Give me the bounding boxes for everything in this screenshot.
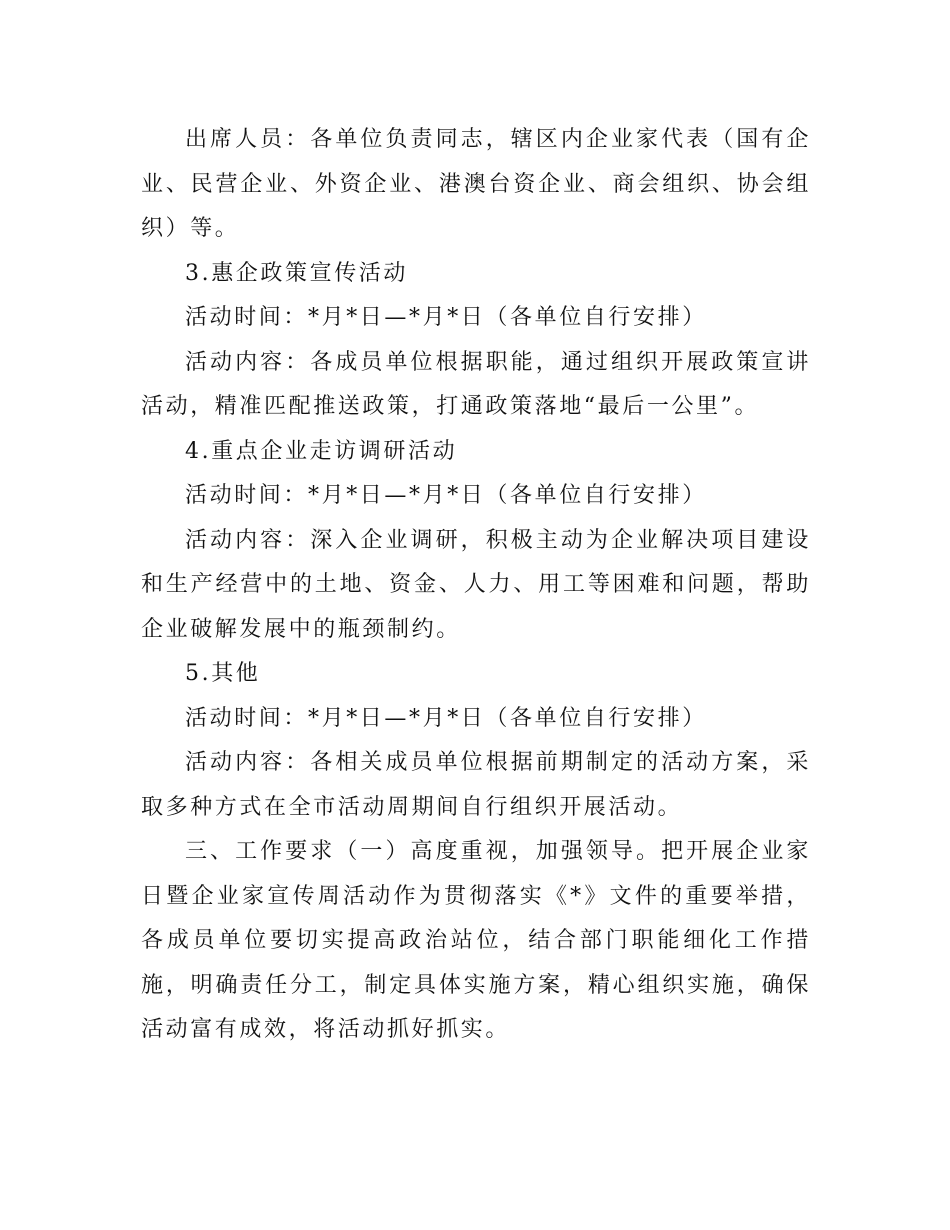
- paragraph-visits-content: 活动内容：深入企业调研，积极主动为企业解决项目建设和生产经营中的土地、资金、人力、用工等困难和问题，帮助企业破解发展中的瓶颈制约。: [141, 527, 811, 642]
- heading-policy-promotion: 3.惠企政策宣传活动: [185, 260, 408, 286]
- paragraph-policy-content: 活动内容：各成员单位根据职能，通过组织开展政策宣讲活动，精准匹配推送政策，打通政策落地“最后一公里”。: [141, 349, 811, 419]
- heading-enterprise-visits: 4.重点企业走访调研活动: [185, 438, 458, 464]
- document-body: [141, 118, 811, 1053]
- paragraph-other-content: 活动内容：各相关成员单位根据前期制定的活动方案，采取多种方式在全市活动周期间自行组织开展活动。: [141, 750, 811, 820]
- heading-other: 5.其他: [185, 661, 261, 686]
- paragraph-attendees: 出席人员：各单位负责同志，辖区内企业家代表（国有企业、民营企业、外资企业、港澳台资企业、商会组织、协会组织）等。: [141, 127, 811, 241]
- paragraph-policy-time: 活动时间：*月*日—*月*日（各单位自行安排）: [185, 305, 707, 330]
- paragraph-other-time: 活动时间：*月*日—*月*日（各单位自行安排）: [185, 705, 707, 731]
- paragraph-visits-time: 活动时间：*月*日—*月*日（各单位自行安排）: [185, 483, 707, 508]
- paragraph-work-requirements: 三、工作要求（一）高度重视，加强领导。把开展企业家日暨企业家宣传周活动作为贯彻落实《*》文件的重要举措，各成员单位要切实提高政治站位，结合部门职能细化工作措施，明确责任分工，制定具体实施方案，精心组织实施，确保活动富有成效，将活动抓好抓实。: [141, 839, 811, 1042]
